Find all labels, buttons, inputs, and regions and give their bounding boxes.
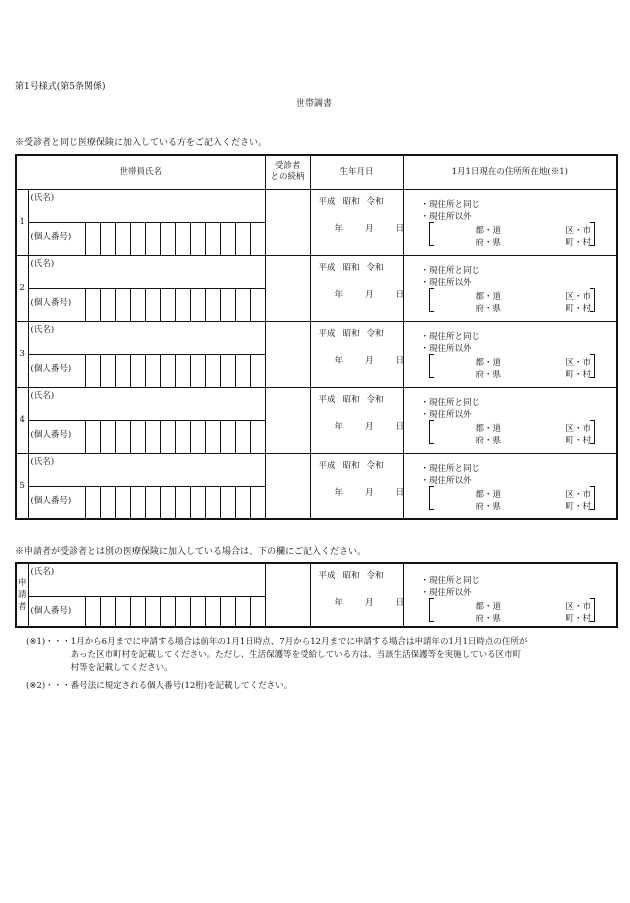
address-bracket: 都・道 府・県 区・市 町・村 — [429, 288, 596, 312]
address-bracket: 都・道 府・県 区・市 町・村 — [429, 222, 596, 246]
address-field[interactable] — [403, 387, 617, 453]
name-label: (氏名) — [30, 567, 55, 577]
note-2-text: 番号法に規定される個人番号(12桁)を記載してください。 — [70, 681, 293, 691]
digit-boxes — [85, 420, 265, 453]
address-field[interactable] — [403, 563, 617, 627]
personal-number-field[interactable] — [29, 222, 265, 255]
relation-field[interactable] — [265, 387, 310, 453]
era-options: 平成 昭和 令和 — [318, 394, 384, 405]
ymd-labels: 年 月 日 — [334, 421, 405, 432]
ymd-labels: 年 月 日 — [334, 289, 405, 300]
name-label: (氏名) — [30, 456, 55, 467]
note-1-line2: あった区市町村を記載してください。ただし、生活保護等を受給している方は、当該生活保護等を実施している区市町 — [70, 650, 522, 660]
addr-same-option[interactable]: ・現住所と同じ — [420, 463, 481, 474]
name-cell — [28, 453, 265, 519]
header-relation-line2: との続柄 — [270, 172, 305, 183]
personal-number-label: (個人番号) — [30, 231, 72, 242]
addr-same-option[interactable]: ・現住所と同じ — [420, 397, 481, 408]
note-2 — [26, 680, 616, 693]
relation-field[interactable] — [265, 189, 310, 255]
name-label: (氏名) — [30, 390, 55, 401]
addr-same-option[interactable]: ・現住所と同じ — [420, 576, 481, 586]
addr-other-option[interactable]: ・現住所以外 — [420, 277, 472, 288]
digit-boxes — [85, 222, 265, 255]
header-address: 1月1日現在の住所所在地(※1) — [451, 167, 568, 178]
name-cell — [28, 255, 265, 321]
address-bracket: 都・道 府・県 区・市 町・村 — [429, 354, 596, 378]
header-birth: 生年月日 — [339, 167, 374, 178]
row-number: 4 — [16, 387, 28, 453]
personal-number-label: (個人番号) — [30, 495, 72, 506]
form-title: 世帯調書 — [296, 99, 333, 109]
birth-field[interactable] — [310, 453, 403, 519]
address-field[interactable] — [403, 321, 617, 387]
address-field[interactable] — [403, 189, 617, 255]
header-name: 世帯員氏名 — [119, 167, 163, 178]
birth-field[interactable] — [310, 387, 403, 453]
household-row — [16, 321, 617, 387]
header-relation-line1: 受診者 — [274, 161, 301, 172]
instruction-household: ※受診者と同じ医療保険に加入している方をご記入ください。 — [15, 138, 268, 148]
applicant-row — [16, 563, 617, 627]
personal-number-field[interactable] — [29, 288, 265, 321]
birth-field[interactable] — [310, 321, 403, 387]
birth-field[interactable] — [310, 189, 403, 255]
addr-same-option[interactable]: ・現住所と同じ — [420, 265, 481, 276]
relation-field[interactable] — [265, 563, 310, 627]
name-cell — [28, 563, 265, 627]
era-options: 平成 昭和 令和 — [318, 196, 384, 207]
household-row — [16, 387, 617, 453]
relation-field[interactable] — [265, 255, 310, 321]
name-field[interactable] — [29, 388, 265, 421]
address-field[interactable] — [403, 453, 617, 519]
name-field[interactable] — [29, 322, 265, 355]
name-cell — [28, 321, 265, 387]
name-label: (氏名) — [30, 192, 55, 203]
relation-field[interactable] — [265, 321, 310, 387]
personal-number-field[interactable] — [29, 354, 265, 387]
addr-same-option[interactable]: ・現住所と同じ — [420, 199, 481, 210]
personal-number-field[interactable] — [29, 486, 265, 519]
note-1-prefix: (※1)・・・ — [26, 637, 71, 647]
personal-number-label: (個人番号) — [30, 363, 72, 374]
era-options: 平成 昭和 令和 — [318, 571, 384, 581]
household-table — [15, 154, 618, 520]
ymd-labels: 年 月 日 — [334, 355, 405, 366]
address-bracket: 都・道 府・県 区・市 町・村 — [429, 486, 596, 510]
applicant-table — [15, 562, 618, 628]
name-field[interactable] — [29, 454, 265, 487]
personal-number-label: (個人番号) — [30, 297, 72, 308]
ymd-labels: 年 月 日 — [334, 598, 405, 608]
addr-other-option[interactable]: ・現住所以外 — [420, 343, 472, 354]
addr-other-option[interactable]: ・現住所以外 — [420, 588, 472, 598]
row-number: 1 — [16, 189, 28, 255]
digit-boxes — [85, 288, 265, 321]
name-field[interactable] — [29, 564, 265, 597]
name-field[interactable] — [29, 256, 265, 289]
digit-boxes — [85, 486, 265, 519]
era-options: 平成 昭和 令和 — [318, 460, 384, 471]
row-number: 3 — [16, 321, 28, 387]
name-label: (氏名) — [30, 258, 55, 269]
personal-number-field[interactable] — [29, 420, 265, 453]
instruction-applicant: ※申請者が受診者とは別の医療保険に加入している場合は、下の欄にご記入ください。 — [15, 547, 367, 557]
ymd-labels: 年 月 日 — [334, 487, 405, 498]
addr-same-option[interactable]: ・現住所と同じ — [420, 331, 481, 342]
name-label: (氏名) — [30, 324, 55, 335]
era-options: 平成 昭和 令和 — [318, 328, 384, 339]
digit-boxes — [85, 596, 265, 626]
form-number: 第1号様式(第5条関係) — [15, 82, 106, 92]
relation-field[interactable] — [265, 453, 310, 519]
note-1-line1: 1月から6月までに申請する場合は前年の1月1日時点、7月から12月までに申請する場合は申請年の1月1日時点の住所が — [70, 637, 528, 647]
name-field[interactable] — [29, 190, 265, 223]
personal-number-label: (個人番号) — [30, 606, 72, 616]
household-header-row — [16, 155, 617, 189]
ymd-labels: 年 月 日 — [334, 223, 405, 234]
personal-number-label: (個人番号) — [30, 429, 72, 440]
name-cell — [28, 189, 265, 255]
personal-number-field[interactable] — [29, 596, 265, 626]
digit-boxes — [85, 354, 265, 387]
birth-field[interactable] — [310, 563, 403, 627]
address-bracket: 都・道 府・県 区・市 町・村 — [429, 598, 596, 622]
addr-other-option[interactable]: ・現住所以外 — [420, 475, 472, 486]
address-bracket: 都・道 府・県 区・市 町・村 — [429, 420, 596, 444]
addr-other-option[interactable]: ・現住所以外 — [420, 409, 472, 420]
household-row — [16, 255, 617, 321]
note-2-prefix: (※2)・・・ — [26, 681, 71, 691]
address-field[interactable] — [403, 255, 617, 321]
applicant-label: 申 請 者 — [16, 563, 28, 627]
row-number: 5 — [16, 453, 28, 519]
birth-field[interactable] — [310, 255, 403, 321]
note-1 — [26, 636, 616, 675]
addr-other-option[interactable]: ・現住所以外 — [420, 211, 472, 222]
household-row — [16, 189, 617, 255]
name-cell — [28, 387, 265, 453]
era-options: 平成 昭和 令和 — [318, 262, 384, 273]
row-number: 2 — [16, 255, 28, 321]
note-1-line3: 村等を記載してください。 — [70, 663, 173, 673]
household-row — [16, 453, 617, 519]
